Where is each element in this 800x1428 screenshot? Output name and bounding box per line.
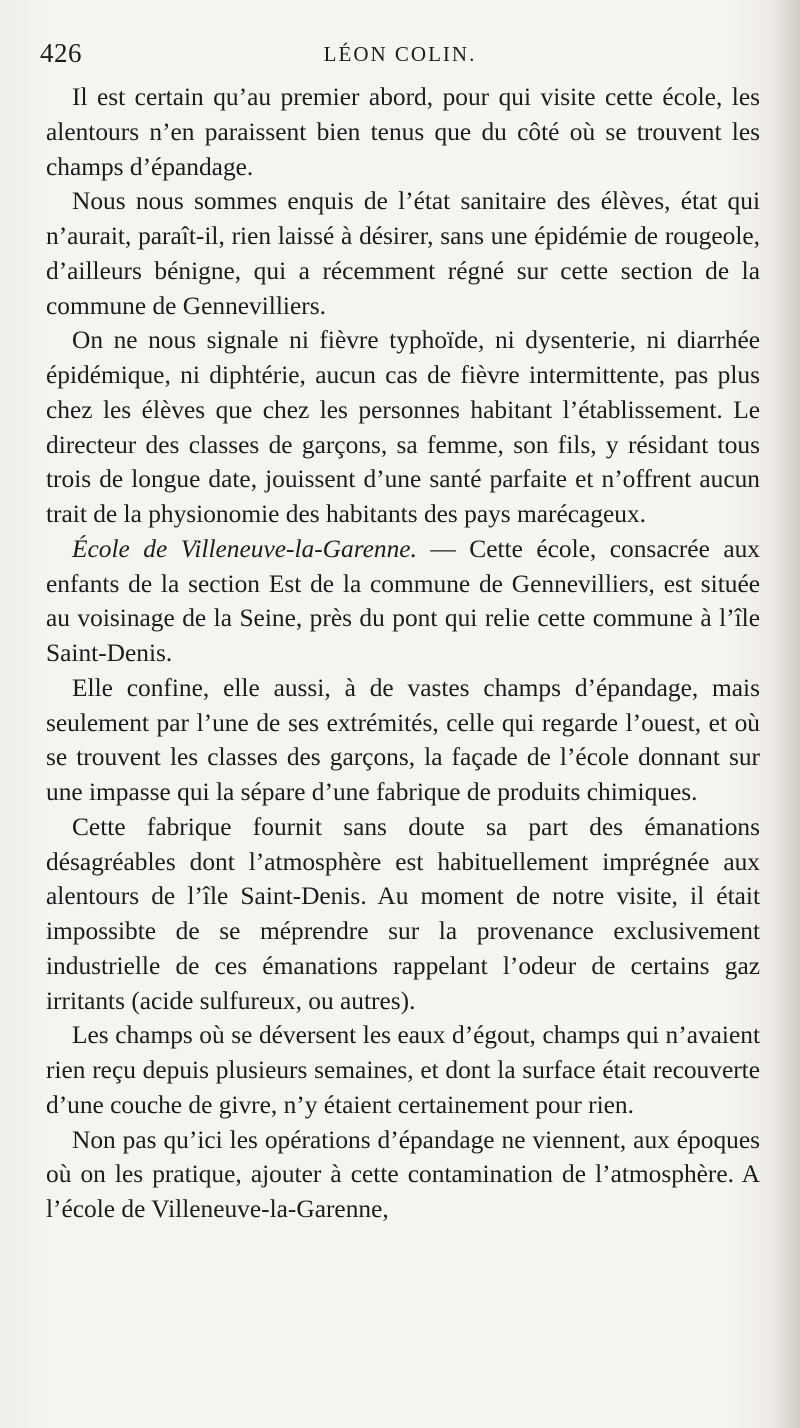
paragraph-text: Il est certain qu’au premier abord, pour qui visite cette école, les alentours n’en paraissent bien tenus que du côté où se trouvent les champs d’épandage. — [46, 83, 760, 181]
body-text — [46, 80, 760, 1227]
paragraph-text: Non pas qu’ici les opérations d’épandage ne viennent, aux époques où on les pratique, ajouter à cette contamination de l’atmosphère. A l’école de Villeneuve-la-Garenne, — [46, 1125, 760, 1223]
paragraph-5 — [46, 671, 760, 810]
paragraph-4 — [46, 532, 760, 671]
running-head: LÉON COLIN. — [323, 42, 477, 66]
section-heading-italic: École de Villeneuve-la-Garenne. — [72, 534, 417, 563]
page-number: 426 — [40, 38, 82, 68]
paragraph-text: On ne nous signale ni fièvre typhoïde, ni dysenterie, ni diarrhée épidémique, ni diphtérie, aucun cas de fièvre intermittente, pas plus chez les élèves que chez les personnes habitant l’établissement. Le directeur des classes de garçons, sa femme, son fils, y résidant tous trois de longue date, jouissent d’une santé parfaite et n’offrent aucun trait de la physionomie des habitants des pays marécageux. — [46, 326, 760, 528]
paragraph-text: Nous nous sommes enquis de l’état sanitaire des élèves, état qui n’aurait, paraît-il, rien laissé à désirer, sans une épidémie de rougeole, d’ailleurs bénigne, qui a récemment régné sur cette section de la commune de Gennevilliers. — [46, 187, 760, 320]
page-edge-shadow — [772, 0, 800, 1428]
paragraph-text: Les champs où se déversent les eaux d’égout, champs qui n’avaient rien reçu depuis plusieurs semaines, et dont la surface était recouverte d’une couche de givre, n’y étaient certainement pour rien. — [46, 1021, 760, 1119]
paragraph-1 — [46, 80, 760, 184]
paragraph-7 — [46, 1018, 760, 1122]
paragraph-text: — Cette école, consacrée aux enfants de la section Est de la commune de Gennevilliers, est située au voisinage de la Seine, près du pont qui relie cette commune à l’île Saint-Denis. — [46, 534, 761, 667]
page-header — [40, 38, 760, 74]
paragraph-2 — [46, 184, 760, 323]
paragraph-text: Elle confine, elle aussi, à de vastes champs d’épandage, mais seulement par l’une de ses extrémités, celle qui regarde l’ouest, et où se trouvent les classes des garçons, la façade de l’école donnant sur une impasse qui la sépare d’une fabrique de produits chimiques. — [46, 673, 760, 806]
paragraph-8 — [46, 1123, 760, 1227]
paragraph-6 — [46, 810, 760, 1019]
paragraph-3 — [46, 323, 760, 532]
paragraph-text: Cette fabrique fournit sans doute sa part des émanations désagréables dont l’atmosphère est habituellement imprégnée aux alentours de l’île Saint-Denis. Au moment de notre visite, il était impossibte de se méprendre sur la provenance exclusivement industrielle de ces émanations rappelant l’odeur de certains gaz irritants (acide sulfureux, ou autres). — [46, 812, 760, 1015]
